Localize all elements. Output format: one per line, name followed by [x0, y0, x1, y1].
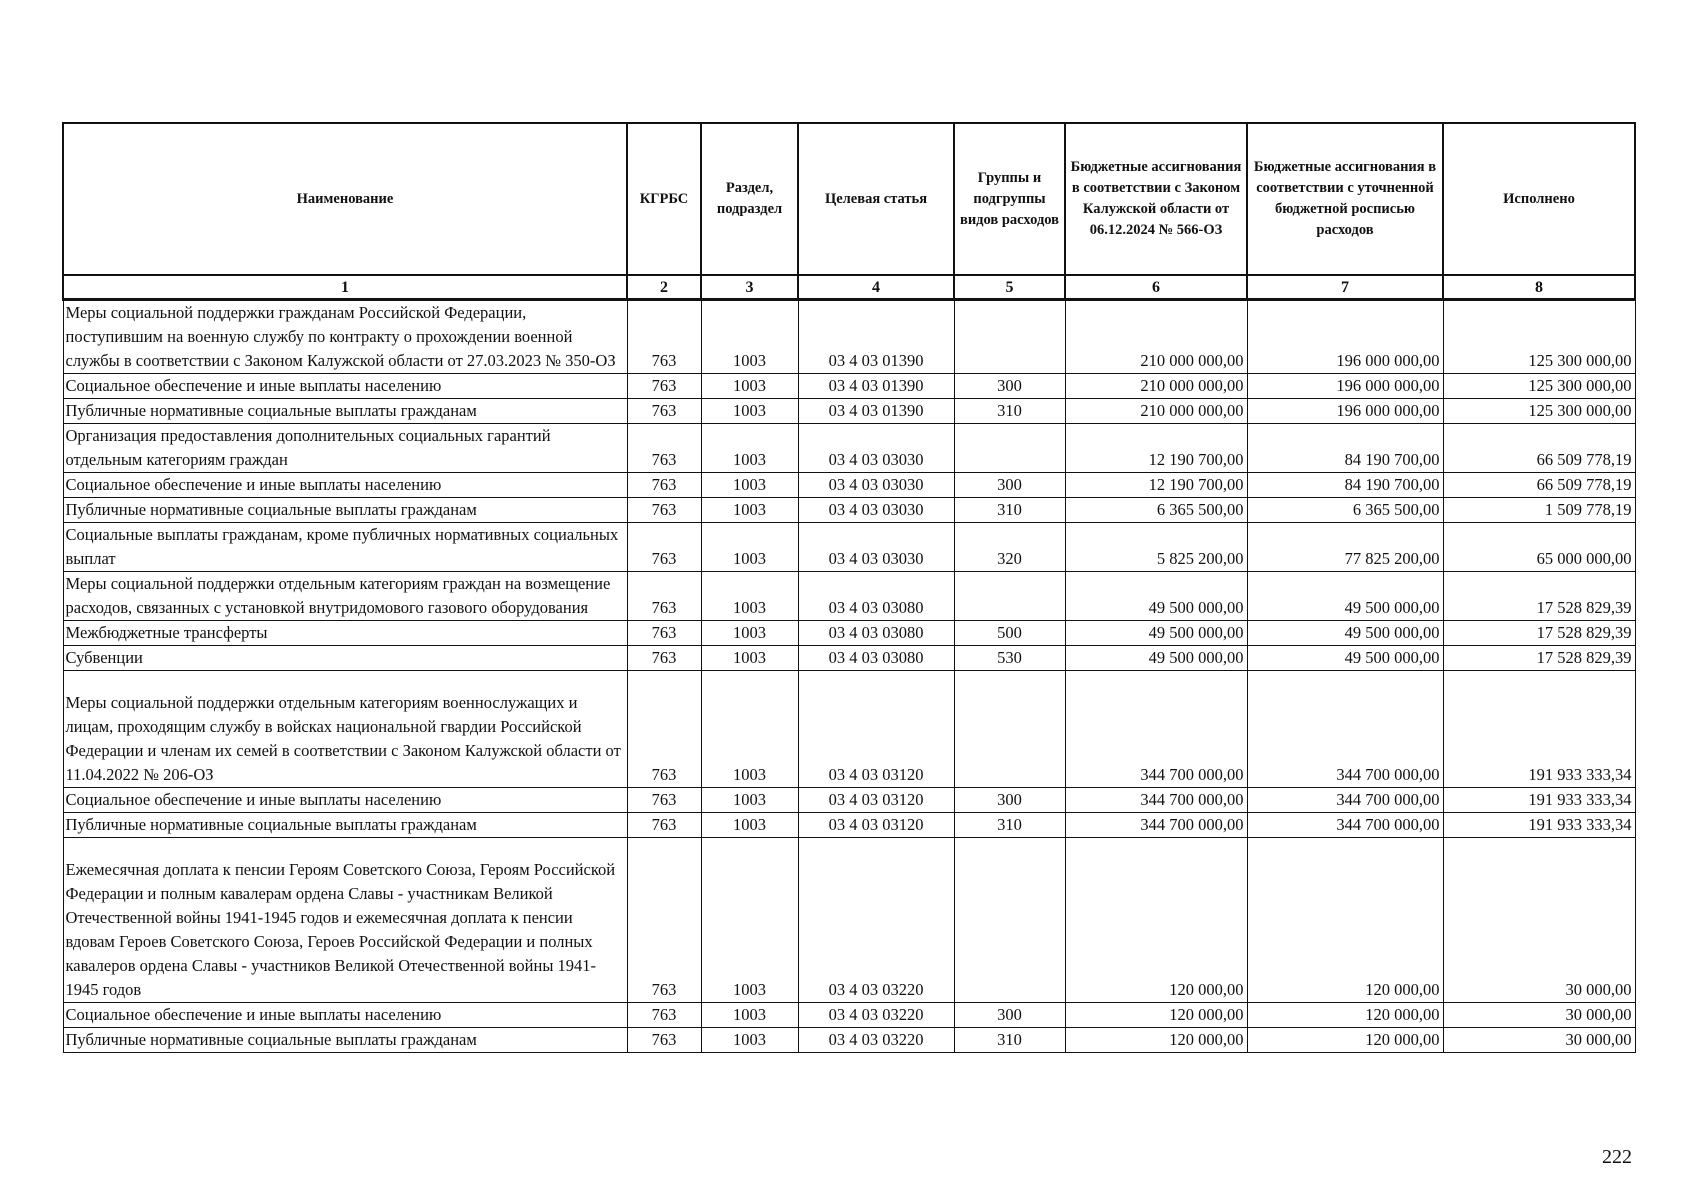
row-law-amount: 344 700 000,00	[1065, 813, 1247, 838]
table-row	[63, 1003, 1635, 1028]
row-section: 1003	[701, 300, 798, 374]
row-expense-group: 310	[954, 399, 1065, 424]
row-section: 1003	[701, 1003, 798, 1028]
row-executed-amount: 191 933 333,34	[1443, 788, 1635, 813]
row-revised-amount: 120 000,00	[1247, 1028, 1443, 1053]
row-kgrbs: 763	[627, 813, 701, 838]
row-revised-amount: 120 000,00	[1247, 858, 1443, 1003]
row-executed-amount: 17 528 829,39	[1443, 621, 1635, 646]
row-name: Социальное обеспечение и иные выплаты населению	[63, 473, 627, 498]
row-section: 1003	[701, 424, 798, 473]
row-executed-amount: 125 300 000,00	[1443, 399, 1635, 424]
row-target-article: 03 4 03 03120	[798, 788, 954, 813]
row-kgrbs: 763	[627, 1028, 701, 1053]
table-row	[63, 523, 1635, 572]
row-executed-amount: 66 509 778,19	[1443, 473, 1635, 498]
row-law-amount: 49 500 000,00	[1065, 572, 1247, 621]
column-number: 8	[1443, 275, 1635, 300]
table-row	[63, 646, 1635, 671]
row-executed-amount: 30 000,00	[1443, 858, 1635, 1003]
row-target-article: 03 4 03 01390	[798, 399, 954, 424]
row-name: Меры социальной поддержки отдельным категориям граждан на возмещение расходов, связанных с установкой внутридомового газового оборудования	[63, 572, 627, 621]
row-target-article: 03 4 03 01390	[798, 300, 954, 374]
row-name: Публичные нормативные социальные выплаты гражданам	[63, 813, 627, 838]
row-name: Социальное обеспечение и иные выплаты населению	[63, 374, 627, 399]
row-law-amount: 12 190 700,00	[1065, 424, 1247, 473]
page-number: 222	[1602, 1146, 1632, 1168]
row-executed-amount: 191 933 333,34	[1443, 691, 1635, 788]
row-law-amount: 344 700 000,00	[1065, 788, 1247, 813]
header-section: Раздел, подраздел	[701, 123, 798, 275]
table-row	[63, 788, 1635, 813]
row-target-article: 03 4 03 03030	[798, 498, 954, 523]
row-revised-amount: 49 500 000,00	[1247, 621, 1443, 646]
row-revised-amount: 196 000 000,00	[1247, 300, 1443, 374]
row-revised-amount: 196 000 000,00	[1247, 399, 1443, 424]
row-law-amount: 5 825 200,00	[1065, 523, 1247, 572]
table-row	[63, 300, 1635, 374]
row-law-amount: 6 365 500,00	[1065, 498, 1247, 523]
row-kgrbs: 763	[627, 646, 701, 671]
row-expense-group: 300	[954, 473, 1065, 498]
row-section: 1003	[701, 691, 798, 788]
header-revised-allocations: Бюджетные ассигнования в соответствии с уточненной бюджетной росписью расходов	[1247, 123, 1443, 275]
table-row	[63, 572, 1635, 621]
row-kgrbs: 763	[627, 473, 701, 498]
row-section: 1003	[701, 523, 798, 572]
header-row	[63, 123, 1635, 275]
row-expense-group: 530	[954, 646, 1065, 671]
row-executed-amount: 30 000,00	[1443, 1003, 1635, 1028]
row-kgrbs: 763	[627, 621, 701, 646]
header-executed: Исполнено	[1443, 123, 1635, 275]
row-section: 1003	[701, 858, 798, 1003]
table-row	[63, 498, 1635, 523]
row-target-article: 03 4 03 03120	[798, 691, 954, 788]
row-target-article: 03 4 03 03080	[798, 646, 954, 671]
row-executed-amount: 30 000,00	[1443, 1028, 1635, 1053]
header-expense-groups: Группы и подгруппы видов расходов	[954, 123, 1065, 275]
row-law-amount: 120 000,00	[1065, 1003, 1247, 1028]
row-kgrbs: 763	[627, 523, 701, 572]
row-expense-group: 300	[954, 1003, 1065, 1028]
row-target-article: 03 4 03 03220	[798, 858, 954, 1003]
column-number: 1	[63, 275, 627, 300]
table-row	[63, 1028, 1635, 1053]
header-name: Наименование	[63, 123, 627, 275]
row-expense-group	[954, 572, 1065, 621]
row-name: Меры социальной поддержки отдельным категориям военнослужащих и лицам, проходящим службу в войсках национальной гвардии Российской Федерации и членам их семей в соответствии с Законом Калужской области от 11.04.2022 № 206-ОЗ	[63, 691, 627, 788]
spacer-row	[63, 671, 1635, 692]
row-expense-group	[954, 300, 1065, 374]
row-law-amount: 210 000 000,00	[1065, 399, 1247, 424]
table-row	[63, 473, 1635, 498]
row-revised-amount: 6 365 500,00	[1247, 498, 1443, 523]
row-target-article: 03 4 03 03220	[798, 1003, 954, 1028]
row-kgrbs: 763	[627, 788, 701, 813]
row-revised-amount: 84 190 700,00	[1247, 473, 1443, 498]
row-law-amount: 12 190 700,00	[1065, 473, 1247, 498]
row-expense-group	[954, 691, 1065, 788]
row-section: 1003	[701, 813, 798, 838]
row-name: Меры социальной поддержки гражданам Российской Федерации, поступившим на военную службу по контракту о прохождении военной службы в соответствии с Законом Калужской области от 27.03.2023 № 350-ОЗ	[63, 300, 627, 374]
row-name: Публичные нормативные социальные выплаты гражданам	[63, 399, 627, 424]
table-row	[63, 813, 1635, 838]
column-number: 2	[627, 275, 701, 300]
budget-table	[62, 122, 1636, 1053]
row-executed-amount: 66 509 778,19	[1443, 424, 1635, 473]
row-law-amount: 120 000,00	[1065, 1028, 1247, 1053]
row-law-amount: 49 500 000,00	[1065, 646, 1247, 671]
row-target-article: 03 4 03 03030	[798, 424, 954, 473]
row-law-amount: 49 500 000,00	[1065, 621, 1247, 646]
row-target-article: 03 4 03 01390	[798, 374, 954, 399]
row-law-amount: 120 000,00	[1065, 858, 1247, 1003]
row-name: Публичные нормативные социальные выплаты гражданам	[63, 1028, 627, 1053]
header-target-article: Целевая статья	[798, 123, 954, 275]
row-kgrbs: 763	[627, 1003, 701, 1028]
row-law-amount: 210 000 000,00	[1065, 374, 1247, 399]
row-name: Публичные нормативные социальные выплаты гражданам	[63, 498, 627, 523]
row-revised-amount: 344 700 000,00	[1247, 691, 1443, 788]
row-executed-amount: 1 509 778,19	[1443, 498, 1635, 523]
table-row	[63, 424, 1635, 473]
row-expense-group: 310	[954, 813, 1065, 838]
row-section: 1003	[701, 1028, 798, 1053]
row-expense-group: 320	[954, 523, 1065, 572]
row-revised-amount: 77 825 200,00	[1247, 523, 1443, 572]
row-law-amount: 344 700 000,00	[1065, 691, 1247, 788]
row-target-article: 03 4 03 03120	[798, 813, 954, 838]
row-revised-amount: 196 000 000,00	[1247, 374, 1443, 399]
row-expense-group	[954, 424, 1065, 473]
row-section: 1003	[701, 498, 798, 523]
spacer-row	[63, 838, 1635, 859]
row-target-article: 03 4 03 03030	[798, 473, 954, 498]
row-expense-group: 300	[954, 788, 1065, 813]
row-executed-amount: 65 000 000,00	[1443, 523, 1635, 572]
row-law-amount: 210 000 000,00	[1065, 300, 1247, 374]
column-number: 4	[798, 275, 954, 300]
row-executed-amount: 125 300 000,00	[1443, 300, 1635, 374]
table-row	[63, 399, 1635, 424]
row-section: 1003	[701, 788, 798, 813]
row-executed-amount: 17 528 829,39	[1443, 646, 1635, 671]
row-expense-group: 310	[954, 1028, 1065, 1053]
row-executed-amount: 191 933 333,34	[1443, 813, 1635, 838]
row-revised-amount: 49 500 000,00	[1247, 646, 1443, 671]
row-name: Социальное обеспечение и иные выплаты населению	[63, 788, 627, 813]
row-revised-amount: 120 000,00	[1247, 1003, 1443, 1028]
row-target-article: 03 4 03 03030	[798, 523, 954, 572]
row-name: Социальные выплаты гражданам, кроме публичных нормативных социальных выплат	[63, 523, 627, 572]
header-law-allocations: Бюджетные ассигнования в соответствии с Законом Калужской области от 06.12.2024 № 566-ОЗ	[1065, 123, 1247, 275]
row-kgrbs: 763	[627, 374, 701, 399]
row-name: Межбюджетные трансферты	[63, 621, 627, 646]
row-revised-amount: 49 500 000,00	[1247, 572, 1443, 621]
row-expense-group: 300	[954, 374, 1065, 399]
row-target-article: 03 4 03 03080	[798, 572, 954, 621]
row-name: Субвенции	[63, 646, 627, 671]
row-expense-group: 500	[954, 621, 1065, 646]
row-section: 1003	[701, 374, 798, 399]
row-kgrbs: 763	[627, 572, 701, 621]
row-kgrbs: 763	[627, 498, 701, 523]
column-number: 3	[701, 275, 798, 300]
row-target-article: 03 4 03 03220	[798, 1028, 954, 1053]
row-kgrbs: 763	[627, 300, 701, 374]
table-body	[63, 300, 1635, 1053]
header-kgrbs: КГРБС	[627, 123, 701, 275]
table-row	[63, 691, 1635, 788]
table-row	[63, 858, 1635, 1003]
row-name: Социальное обеспечение и иные выплаты населению	[63, 1003, 627, 1028]
row-kgrbs: 763	[627, 858, 701, 1003]
row-section: 1003	[701, 473, 798, 498]
row-kgrbs: 763	[627, 424, 701, 473]
row-revised-amount: 344 700 000,00	[1247, 813, 1443, 838]
row-name: Организация предоставления дополнительных социальных гарантий отдельным категориям граждан	[63, 424, 627, 473]
row-target-article: 03 4 03 03080	[798, 621, 954, 646]
column-number: 5	[954, 275, 1065, 300]
row-section: 1003	[701, 399, 798, 424]
row-name: Ежемесячная доплата к пенсии Героям Советского Союза, Героям Российской Федерации и полным кавалерам ордена Славы - участникам Великой Отечественной войны 1941-1945 годов и ежемесячная доплата к пенсии вдовам Героев Советского Союза, Героев Российской Федерации и полных кавалеров ордена Славы - участников Великой Отечественной войны 1941-1945 годов	[63, 858, 627, 1003]
row-revised-amount: 84 190 700,00	[1247, 424, 1443, 473]
row-section: 1003	[701, 572, 798, 621]
row-kgrbs: 763	[627, 691, 701, 788]
column-number-row	[63, 275, 1635, 300]
row-section: 1003	[701, 621, 798, 646]
row-kgrbs: 763	[627, 399, 701, 424]
row-revised-amount: 344 700 000,00	[1247, 788, 1443, 813]
row-expense-group	[954, 858, 1065, 1003]
table-row	[63, 374, 1635, 399]
column-number: 7	[1247, 275, 1443, 300]
row-section: 1003	[701, 646, 798, 671]
row-executed-amount: 125 300 000,00	[1443, 374, 1635, 399]
table-row	[63, 621, 1635, 646]
row-expense-group: 310	[954, 498, 1065, 523]
row-executed-amount: 17 528 829,39	[1443, 572, 1635, 621]
column-number: 6	[1065, 275, 1247, 300]
